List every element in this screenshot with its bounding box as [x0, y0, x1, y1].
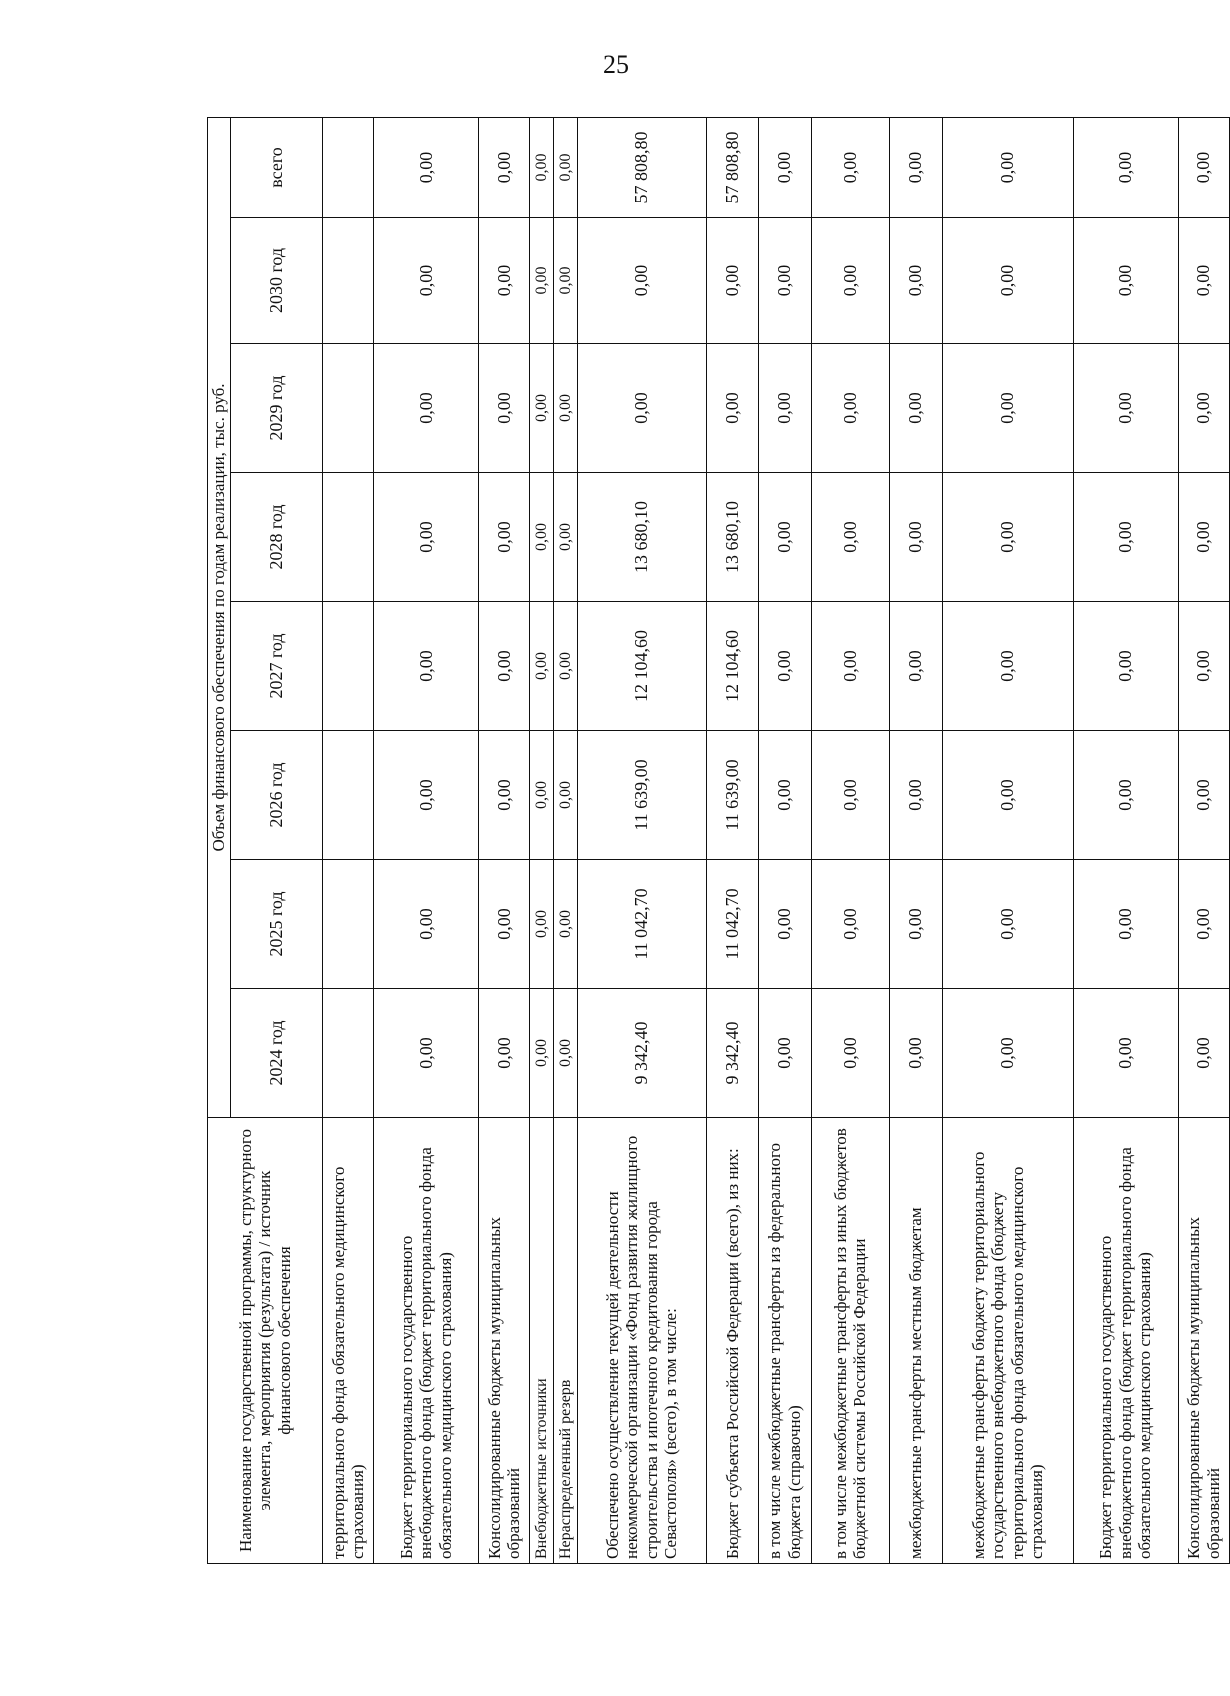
value-cell: 0,00: [374, 989, 479, 1118]
value-cell: 11 042,70: [578, 860, 707, 989]
value-cell: 0,00: [554, 218, 578, 344]
value-cell: 0,00: [479, 473, 530, 602]
value-cell: 0,00: [811, 860, 890, 989]
value-cell: 0,00: [1073, 602, 1178, 731]
table-row: [890, 117, 942, 1563]
value-cell: 0,00: [554, 602, 578, 731]
value-cell: 0,00: [1073, 344, 1178, 473]
value-cell: 0,00: [530, 602, 554, 731]
row-source-name: Обеспечено осуществление текущей деятельности некоммерческой организации «Фонд развития жилищного строительства и ипотечного кредитования города Севастополя» (всего), в том числе:: [578, 1118, 707, 1564]
value-cell: 12 104,60: [706, 602, 758, 731]
value-cell: 0,00: [1178, 989, 1229, 1118]
value-cell: 0,00: [1178, 344, 1229, 473]
value-cell: 0,00: [554, 473, 578, 602]
value-cell: 0,00: [530, 989, 554, 1118]
value-cell: 0,00: [890, 860, 942, 989]
value-cell: 9 342,40: [706, 989, 758, 1118]
value-cell: 0,00: [942, 218, 1073, 344]
value-cell: 0,00: [479, 731, 530, 860]
value-cell: 0,00: [890, 344, 942, 473]
value-cell: 0,00: [374, 344, 479, 473]
total-cell: [323, 117, 374, 217]
table-row: [706, 117, 758, 1563]
value-cell: 0,00: [479, 989, 530, 1118]
value-cell: 0,00: [890, 473, 942, 602]
value-cell: 12 104,60: [578, 602, 707, 731]
value-cell: 0,00: [811, 473, 890, 602]
name-column-header: Наименование государственной программы, структурного элемента, мероприятия (результата) / источник финансового обеспечения: [208, 1118, 323, 1564]
total-cell: 57 808,80: [706, 117, 758, 217]
financing-table: [207, 117, 1230, 1564]
value-cell: 0,00: [759, 602, 811, 731]
value-cell: 0,00: [479, 602, 530, 731]
value-cell: [323, 989, 374, 1118]
value-cell: 0,00: [890, 989, 942, 1118]
table-row: [759, 117, 811, 1563]
table-row: [323, 117, 374, 1563]
value-cell: 11 042,70: [706, 860, 758, 989]
value-cell: 0,00: [1178, 731, 1229, 860]
value-cell: [323, 860, 374, 989]
value-cell: 0,00: [1073, 989, 1178, 1118]
value-cell: [323, 731, 374, 860]
table-row: [811, 117, 890, 1563]
total-cell: 57 808,80: [578, 117, 707, 217]
value-cell: 0,00: [479, 344, 530, 473]
total-header: всего: [231, 117, 323, 217]
year-header: 2024 год: [231, 989, 323, 1118]
row-source-name: в том числе межбюджетные трансферты из федерального бюджета (справочно): [759, 1118, 811, 1564]
value-cell: 0,00: [811, 344, 890, 473]
total-cell: 0,00: [530, 117, 554, 217]
value-cell: 0,00: [1073, 473, 1178, 602]
page-number: 25: [603, 50, 629, 79]
value-cell: 0,00: [554, 344, 578, 473]
table-row: [1178, 117, 1229, 1563]
year-header: 2026 год: [231, 731, 323, 860]
value-cell: 11 639,00: [706, 731, 758, 860]
value-cell: 0,00: [1178, 602, 1229, 731]
value-cell: 13 680,10: [706, 473, 758, 602]
value-cell: 0,00: [479, 860, 530, 989]
value-cell: 0,00: [759, 860, 811, 989]
value-cell: 0,00: [554, 860, 578, 989]
value-cell: 0,00: [530, 344, 554, 473]
total-cell: 0,00: [1178, 117, 1229, 217]
value-cell: 0,00: [374, 473, 479, 602]
row-source-name: межбюджетные трансферты местным бюджетам: [890, 1118, 942, 1564]
value-cell: 0,00: [374, 602, 479, 731]
value-cell: 0,00: [1178, 860, 1229, 989]
volume-header: Объем финансового обеспечения по годам реализации, тыс. руб.: [208, 117, 231, 1117]
value-cell: 0,00: [942, 731, 1073, 860]
table-row: [578, 117, 707, 1563]
year-header: 2030 год: [231, 218, 323, 344]
row-source-name: территориального фонда обязательного медицинского страхования): [323, 1118, 374, 1564]
value-cell: 0,00: [942, 473, 1073, 602]
row-source-name: Бюджет территориального государственного внебюджетного фонда (бюджет территориального фонда обязательного медицинского страхования): [1073, 1118, 1178, 1564]
value-cell: 0,00: [811, 731, 890, 860]
value-cell: 0,00: [1178, 218, 1229, 344]
value-cell: 0,00: [374, 218, 479, 344]
total-cell: 0,00: [890, 117, 942, 217]
value-cell: 0,00: [374, 860, 479, 989]
total-cell: 0,00: [479, 117, 530, 217]
value-cell: 0,00: [759, 731, 811, 860]
total-cell: 0,00: [374, 117, 479, 217]
value-cell: 0,00: [890, 218, 942, 344]
table-row: [479, 117, 530, 1563]
value-cell: 0,00: [759, 473, 811, 602]
value-cell: 0,00: [759, 989, 811, 1118]
row-source-name: Консолидированные бюджеты муниципальных образований: [1178, 1118, 1229, 1564]
value-cell: 0,00: [706, 218, 758, 344]
total-cell: 0,00: [1073, 117, 1178, 217]
value-cell: 0,00: [706, 344, 758, 473]
value-cell: 0,00: [811, 602, 890, 731]
value-cell: 0,00: [1073, 218, 1178, 344]
row-source-name: Бюджет субъекта Российской Федерации (всего), из них:: [706, 1118, 758, 1564]
total-cell: 0,00: [811, 117, 890, 217]
row-source-name: Консолидированные бюджеты муниципальных образований: [479, 1118, 530, 1564]
value-cell: 0,00: [942, 602, 1073, 731]
row-source-name: межбюджетные трансферты бюджету территориального государственного внебюджетного фонда (бюджету территориального фонда обязательного медицинского страхования): [942, 1118, 1073, 1564]
year-header: 2025 год: [231, 860, 323, 989]
value-cell: 0,00: [942, 860, 1073, 989]
value-cell: 9 342,40: [578, 989, 707, 1118]
value-cell: 0,00: [530, 473, 554, 602]
value-cell: 0,00: [1073, 731, 1178, 860]
value-cell: [323, 473, 374, 602]
value-cell: 0,00: [530, 218, 554, 344]
value-cell: [323, 344, 374, 473]
value-cell: [323, 218, 374, 344]
table-row: [1073, 117, 1178, 1563]
value-cell: [323, 602, 374, 731]
row-source-name: Внебюджетные источники: [530, 1118, 554, 1564]
year-header: 2028 год: [231, 473, 323, 602]
value-cell: 0,00: [530, 860, 554, 989]
year-header: 2027 год: [231, 602, 323, 731]
total-cell: 0,00: [759, 117, 811, 217]
year-header: 2029 год: [231, 344, 323, 473]
value-cell: 0,00: [479, 218, 530, 344]
row-source-name: в том числе межбюджетные трансферты из иных бюджетов бюджетной системы Российской Федерации: [811, 1118, 890, 1564]
table-row: [374, 117, 479, 1563]
value-cell: 0,00: [890, 602, 942, 731]
row-source-name: Бюджет территориального государственного внебюджетного фонда (бюджет территориального фонда обязательного медицинского страхования): [374, 1118, 479, 1564]
value-cell: 0,00: [759, 344, 811, 473]
value-cell: 0,00: [890, 731, 942, 860]
value-cell: 0,00: [759, 218, 811, 344]
value-cell: 11 639,00: [578, 731, 707, 860]
row-source-name: Нераспределенный резерв: [554, 1118, 578, 1564]
total-cell: 0,00: [554, 117, 578, 217]
total-cell: 0,00: [942, 117, 1073, 217]
value-cell: 0,00: [554, 989, 578, 1118]
rotated-table-container: [207, 118, 1230, 1564]
value-cell: 0,00: [811, 989, 890, 1118]
value-cell: 0,00: [1178, 473, 1229, 602]
value-cell: 0,00: [530, 731, 554, 860]
value-cell: 0,00: [578, 344, 707, 473]
table-row: [942, 117, 1073, 1563]
table-row: [530, 117, 554, 1563]
value-cell: 0,00: [811, 218, 890, 344]
value-cell: 0,00: [942, 344, 1073, 473]
table-row: [554, 117, 578, 1563]
value-cell: 0,00: [374, 731, 479, 860]
value-cell: 0,00: [942, 989, 1073, 1118]
value-cell: 13 680,10: [578, 473, 707, 602]
value-cell: 0,00: [554, 731, 578, 860]
header-row-1: [208, 117, 231, 1563]
value-cell: 0,00: [1073, 860, 1178, 989]
value-cell: 0,00: [578, 218, 707, 344]
